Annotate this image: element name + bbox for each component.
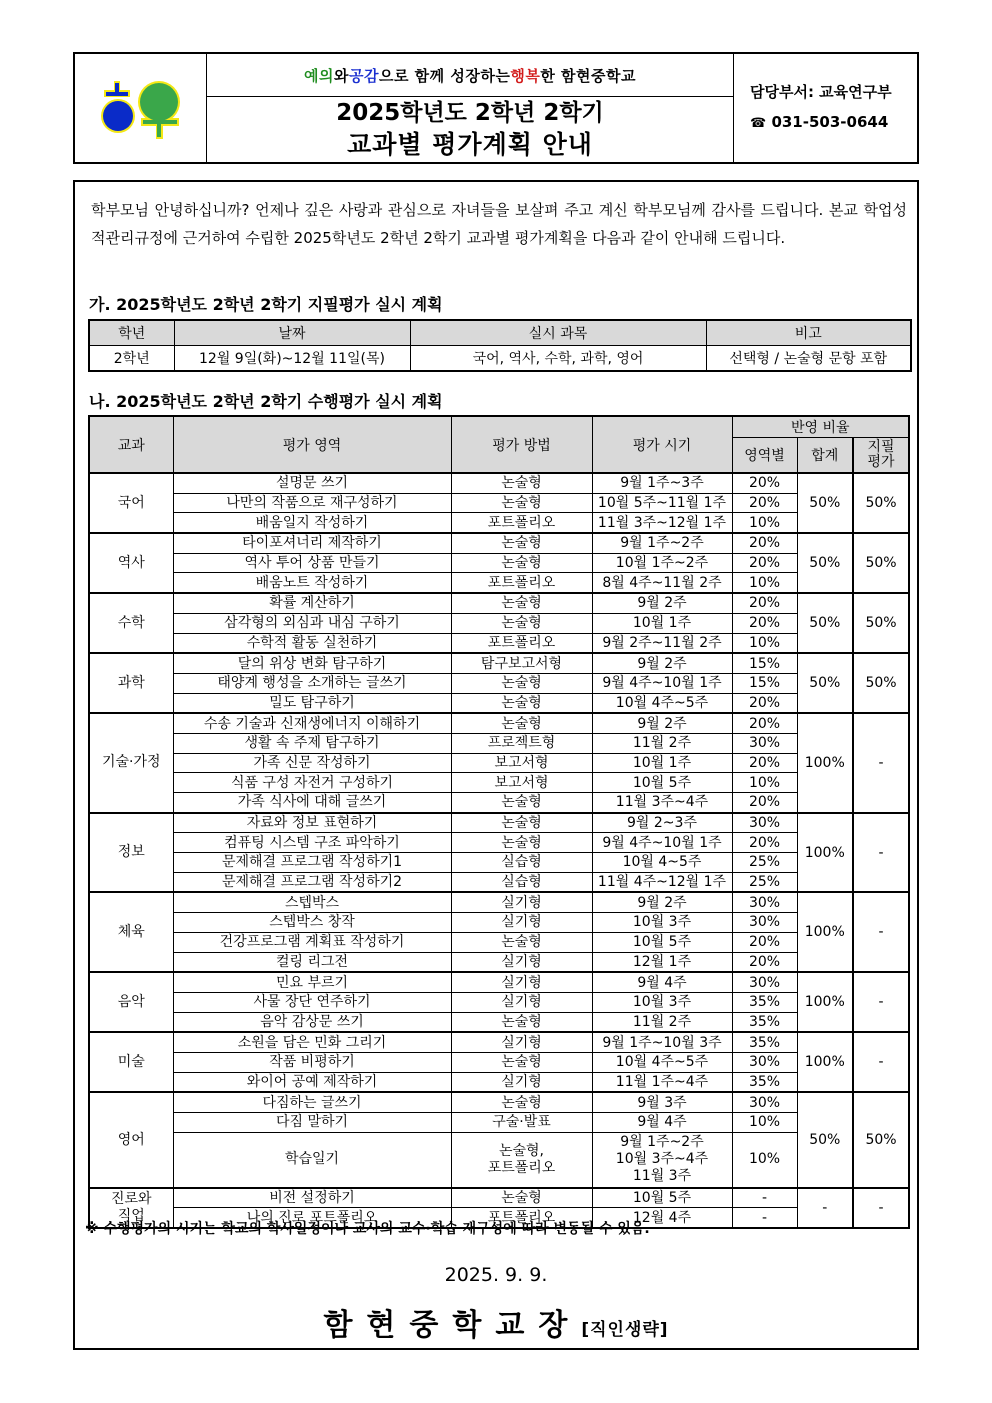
cell-written: 50% <box>853 653 909 713</box>
cell-method: 포트폴리오 <box>451 513 592 533</box>
cell-total: 100% <box>797 1032 853 1092</box>
cell-method: 논술형 <box>451 932 592 952</box>
cell-method: 논술형 <box>451 813 592 833</box>
cell-period: 9월 4주~10월 1주 <box>592 673 732 693</box>
cell-subject: 미술 <box>89 1032 173 1092</box>
cell-period: 11월 3주~4주 <box>592 793 732 813</box>
table-row <box>89 892 909 912</box>
cell-area: 식품 구성 자전거 구성하기 <box>173 773 451 793</box>
cell-by-area: 30% <box>732 1052 797 1072</box>
table-row <box>89 1032 909 1052</box>
cell-period: 9월 4주 <box>592 972 732 992</box>
table-row <box>89 733 909 753</box>
cell-method: 실기형 <box>451 913 592 933</box>
table-row <box>89 753 909 773</box>
cell-period: 11월 2주 <box>592 733 732 753</box>
cell-method: 논술형 <box>451 793 592 813</box>
cell-by-area: 30% <box>732 913 797 933</box>
cell-written: 50% <box>853 533 909 593</box>
cell-period: 10월 3주 <box>592 913 732 933</box>
cell-written: 50% <box>853 473 909 533</box>
table-row <box>89 593 909 613</box>
cell-period: 9월 2주 <box>592 892 732 912</box>
cell-area: 가족 신문 작성하기 <box>173 753 451 773</box>
table-row <box>89 713 909 733</box>
header-grade: 학년 <box>89 320 174 346</box>
cell-area: 음악 감상문 쓰기 <box>173 1012 451 1032</box>
cell-period: 10월 5주 <box>592 1188 732 1208</box>
header-remarks: 비고 <box>706 320 911 346</box>
cell-area: 자료와 정보 표현하기 <box>173 813 451 833</box>
motto-part: 예의 <box>304 66 334 85</box>
cell-by-area: 20% <box>732 553 797 573</box>
cell-total: 100% <box>797 892 853 972</box>
cell-method: 실기형 <box>451 992 592 1012</box>
table-row <box>89 653 909 673</box>
cell-by-area: 10% <box>732 513 797 533</box>
cell-by-area: 20% <box>732 493 797 513</box>
cell-method: 논술형 <box>451 1092 592 1112</box>
header-written-line2: 평가 <box>867 454 895 470</box>
cell-method: 논술형 <box>451 533 592 553</box>
cell-method: 논술형 <box>451 713 592 733</box>
cell-by-area: 35% <box>732 1012 797 1032</box>
footnote: ※ 수행평가의 시기는 학교의 학사일정이나 교사의 교수·학습 재구성에 따라 변동될 수 있음. <box>85 1221 650 1237</box>
cell-period: 10월 5주 <box>592 932 732 952</box>
cell-method: 실기형 <box>451 1072 592 1092</box>
cell-by-area: 30% <box>732 1092 797 1112</box>
table-row <box>89 1092 909 1112</box>
cell-method: 논술형 <box>451 473 592 493</box>
cell-by-area: 20% <box>732 793 797 813</box>
cell-period: 9월 2주~11월 2주 <box>592 633 732 653</box>
cell-area: 타이포셔너리 제작하기 <box>173 533 451 553</box>
cell-by-area: - <box>732 1188 797 1208</box>
cell-area: 나만의 작품으로 재구성하기 <box>173 493 451 513</box>
cell-by-area: 35% <box>732 992 797 1012</box>
table-row <box>89 573 909 593</box>
header-total: 합계 <box>797 438 853 474</box>
cell-method: 논술형, 포트폴리오 <box>451 1132 592 1188</box>
cell-area: 생활 속 주제 탐구하기 <box>173 733 451 753</box>
cell-method: 논술형 <box>451 593 592 613</box>
cell-area: 문제해결 프로그램 작성하기2 <box>173 872 451 892</box>
cell-area: 달의 위상 변화 탐구하기 <box>173 653 451 673</box>
cell-subject: 과학 <box>89 653 173 713</box>
section-a-title: 가. 2025학년도 2학년 2학기 지필평가 실시 계획 <box>89 295 443 314</box>
cell-area: 역사 투어 상품 만들기 <box>173 553 451 573</box>
cell-by-area: 20% <box>732 693 797 713</box>
table-row <box>89 853 909 873</box>
intro-paragraph: 학부모님 안녕하십니까? 언제나 깊은 사랑과 관심으로 자녀들을 보살펴 주고 계신 학부모님께 감사를 드립니다. 본교 학업성적관리규정에 근거하여 수립한 2025학년도 2학년 2학기 교과별 평가계획을 다음과 같이 안내해 드립니다. <box>91 201 907 247</box>
cell-period: 11월 4주~12월 1주 <box>592 872 732 892</box>
cell-area: 문제해결 프로그램 작성하기1 <box>173 853 451 873</box>
cell-area: 건강프로그램 계획표 작성하기 <box>173 932 451 952</box>
cell-period: 10월 5주~11월 1주 <box>592 493 732 513</box>
cell-area: 밀도 탐구하기 <box>173 693 451 713</box>
table-row <box>89 673 909 693</box>
phone-icon: ☎ <box>750 116 767 131</box>
table-row <box>89 553 909 573</box>
cell-area: 사물 장단 연주하기 <box>173 992 451 1012</box>
table-row <box>89 813 909 833</box>
cell-total: 50% <box>797 473 853 533</box>
cell-method: 프로젝트형 <box>451 733 592 753</box>
cell-method: 실습형 <box>451 872 592 892</box>
cell-method: 논술형 <box>451 1012 592 1032</box>
header-area: 평가 영역 <box>173 416 451 473</box>
cell-period: 8월 4주~11월 2주 <box>592 573 732 593</box>
cell-period: 9월 2주 <box>592 713 732 733</box>
document-date: 2025. 9. 9. <box>444 1264 548 1286</box>
cell-by-area: 25% <box>732 872 797 892</box>
cell-period: 10월 4주~5주 <box>592 693 732 713</box>
table-row <box>89 932 909 952</box>
cell-method: 탐구보고서형 <box>451 653 592 673</box>
header-written-line1: 지필 <box>867 439 895 455</box>
cell-area: 태양계 행성을 소개하는 글쓰기 <box>173 673 451 693</box>
table-row <box>89 1072 909 1092</box>
table-row <box>89 833 909 853</box>
cell-period: 10월 5주 <box>592 773 732 793</box>
cell-method: 논술형 <box>451 693 592 713</box>
cell-total: 50% <box>797 593 853 653</box>
cell-method: 논술형 <box>451 1052 592 1072</box>
phone-line <box>750 107 917 139</box>
cell-by-area: 35% <box>732 1072 797 1092</box>
cell-area: 스텝박스 <box>173 892 451 912</box>
section-b-title: 나. 2025학년도 2학년 2학기 수행평가 실시 계획 <box>89 392 443 411</box>
cell-method: 실기형 <box>451 972 592 992</box>
department-label: 담당부서: 교육연구부 <box>750 83 892 101</box>
signer <box>75 1300 917 1344</box>
table-row <box>89 793 909 813</box>
cell-by-area: 20% <box>732 753 797 773</box>
school-motto <box>207 54 733 97</box>
cell-method: 보고서형 <box>451 773 592 793</box>
performance-assessment-table <box>88 415 910 1229</box>
cell-period: 10월 1주 <box>592 613 732 633</box>
cell-period: 9월 4주 <box>592 1113 732 1133</box>
cell-area: 확률 계산하기 <box>173 593 451 613</box>
cell-area: 민요 부르기 <box>173 972 451 992</box>
cell-method: 보고서형 <box>451 753 592 773</box>
cell-period: 10월 1주 <box>592 753 732 773</box>
cell-total: 50% <box>797 1092 853 1187</box>
cell-method: 구술·발표 <box>451 1113 592 1133</box>
cell-total: 50% <box>797 653 853 713</box>
cell-method: 실기형 <box>451 1032 592 1052</box>
cell-period: 9월 4주~10월 1주 <box>592 833 732 853</box>
cell-area: 다짐 말하기 <box>173 1113 451 1133</box>
cell-method: 논술형 <box>451 673 592 693</box>
cell-area: 학습일기 <box>173 1132 451 1188</box>
cell-total: 100% <box>797 713 853 812</box>
cell-by-area: 30% <box>732 733 797 753</box>
table-row <box>89 493 909 513</box>
cell-subject: 역사 <box>89 533 173 593</box>
cell-area: 작품 비평하기 <box>173 1052 451 1072</box>
table-row <box>89 1052 909 1072</box>
table-row <box>89 1012 909 1032</box>
header-ratio: 반영 비율 <box>732 416 909 438</box>
cell-by-area: 30% <box>732 813 797 833</box>
table-row <box>89 1188 909 1208</box>
cell-by-area: 25% <box>732 853 797 873</box>
cell-by-area: 10% <box>732 1132 797 1188</box>
written-exam-table <box>88 319 912 372</box>
cell-period: 10월 4~5주 <box>592 853 732 873</box>
header-period: 평가 시기 <box>592 416 732 473</box>
table-row <box>89 613 909 633</box>
cell-method: 실기형 <box>451 892 592 912</box>
header-date: 날짜 <box>174 320 410 346</box>
cell-method: 실기형 <box>451 952 592 972</box>
phone-number: 031-503-0644 <box>771 113 889 131</box>
cell-written: - <box>853 1032 909 1092</box>
cell-method: 논술형 <box>451 553 592 573</box>
cell-subject: 영어 <box>89 1092 173 1187</box>
cell-by-area: 20% <box>732 593 797 613</box>
table-row <box>89 513 909 533</box>
cell-written: - <box>853 813 909 893</box>
cell-written: - <box>853 892 909 972</box>
cell-period: 12월 1주 <box>592 952 732 972</box>
motto-part: 와 <box>333 66 349 85</box>
cell-method: 논술형 <box>451 833 592 853</box>
table-row <box>89 773 909 793</box>
cell-area: 배움일지 작성하기 <box>173 513 451 533</box>
table-row <box>89 473 909 493</box>
cell-period: 9월 1주~10월 3주 <box>592 1032 732 1052</box>
cell-by-area: - <box>732 1208 797 1228</box>
motto-part: 으로 함께 성장하는 <box>378 66 511 85</box>
cell-area: 스텝박스 창작 <box>173 913 451 933</box>
document-header <box>73 52 919 164</box>
table-row <box>89 1132 909 1188</box>
seal-note: [직인생략] <box>581 1320 669 1340</box>
cell-period: 10월 1주~2주 <box>592 553 732 573</box>
cell-by-area: 10% <box>732 773 797 793</box>
cell-written: - <box>853 713 909 812</box>
cell-by-area: 15% <box>732 653 797 673</box>
cell-period: 11월 3주~12월 1주 <box>592 513 732 533</box>
cell-method: 논술형 <box>451 1188 592 1208</box>
cell-written: - <box>853 1188 909 1228</box>
cell-area: 나의 진로 포트폴리오 <box>173 1208 451 1228</box>
cell-subject: 체육 <box>89 892 173 972</box>
cell-period: 9월 1주~2주 10월 3주~4주 11월 3주 <box>592 1132 732 1188</box>
cell-period: 10월 4주~5주 <box>592 1052 732 1072</box>
cell-by-area: 20% <box>732 533 797 553</box>
cell-area: 와이어 공예 제작하기 <box>173 1072 451 1092</box>
cell-total: 100% <box>797 972 853 1032</box>
motto-part: 행복 <box>510 66 541 85</box>
cell-area: 삼각형의 외심과 내심 구하기 <box>173 613 451 633</box>
cell-period: 11월 2주 <box>592 1012 732 1032</box>
document-title-line2: 교과별 평가계획 안내 <box>347 129 593 159</box>
cell-by-area: 20% <box>732 932 797 952</box>
cell-remarks: 선택형 / 논술형 문항 포함 <box>706 346 911 372</box>
cell-subjects: 국어, 역사, 수학, 과학, 영어 <box>410 346 706 372</box>
cell-written: - <box>853 972 909 1032</box>
cell-by-area: 30% <box>732 892 797 912</box>
cell-written: 50% <box>853 1092 909 1187</box>
cell-written: 50% <box>853 593 909 653</box>
signer-name: 함현중학교장 <box>323 1308 582 1343</box>
cell-method: 논술형 <box>451 613 592 633</box>
cell-by-area: 35% <box>732 1032 797 1052</box>
table-row <box>89 1113 909 1133</box>
table-row <box>89 913 909 933</box>
cell-period: 9월 2주 <box>592 653 732 673</box>
cell-area: 설명문 쓰기 <box>173 473 451 493</box>
cell-area: 컬링 리그전 <box>173 952 451 972</box>
cell-subject: 음악 <box>89 972 173 1032</box>
table-row <box>89 693 909 713</box>
document-body <box>73 180 919 1350</box>
cell-by-area: 20% <box>732 952 797 972</box>
logo-cell <box>75 54 207 162</box>
table-row <box>89 346 911 372</box>
cell-subject: 정보 <box>89 813 173 893</box>
header-subject: 교과 <box>89 416 173 473</box>
cell-method: 포트폴리오 <box>451 573 592 593</box>
table-row <box>89 952 909 972</box>
header-by-area: 영역별 <box>732 438 797 474</box>
table-row <box>89 872 909 892</box>
cell-by-area: 20% <box>732 713 797 733</box>
cell-period: 10월 3주 <box>592 992 732 1012</box>
cell-method: 포트폴리오 <box>451 633 592 653</box>
school-logo-icon <box>101 80 183 140</box>
cell-total: 50% <box>797 533 853 593</box>
cell-area: 컴퓨팅 시스템 구조 파악하기 <box>173 833 451 853</box>
header-method: 평가 방법 <box>451 416 592 473</box>
cell-period: 9월 2~3주 <box>592 813 732 833</box>
cell-date: 12월 9일(화)~12월 11일(목) <box>174 346 410 372</box>
motto-part: 한 함현중학교 <box>540 66 636 85</box>
document-title-line1: 2025학년도 2학년 2학기 <box>336 99 604 126</box>
cell-by-area: 20% <box>732 833 797 853</box>
cell-method: 포트폴리오 <box>451 1208 592 1228</box>
cell-total: 100% <box>797 813 853 893</box>
cell-period: 9월 1주~3주 <box>592 473 732 493</box>
cell-period: 9월 3주 <box>592 1092 732 1112</box>
table-row <box>89 533 909 553</box>
cell-area: 비전 설정하기 <box>173 1188 451 1208</box>
cell-area: 가족 식사에 대해 글쓰기 <box>173 793 451 813</box>
cell-total: - <box>797 1188 853 1228</box>
table-row <box>89 992 909 1012</box>
cell-by-area: 30% <box>732 972 797 992</box>
cell-period: 9월 1주~2주 <box>592 533 732 553</box>
cell-subject: 진로와 직업 <box>89 1188 173 1228</box>
cell-by-area: 20% <box>732 473 797 493</box>
cell-by-area: 10% <box>732 633 797 653</box>
cell-by-area: 15% <box>732 673 797 693</box>
cell-area: 다짐하는 글쓰기 <box>173 1092 451 1112</box>
cell-area: 소원을 담은 민화 그리기 <box>173 1032 451 1052</box>
header-subjects: 실시 과목 <box>410 320 706 346</box>
cell-by-area: 10% <box>732 573 797 593</box>
cell-period: 9월 2주 <box>592 593 732 613</box>
table-row <box>89 972 909 992</box>
cell-period: 12월 4주 <box>592 1208 732 1228</box>
cell-by-area: 20% <box>732 613 797 633</box>
cell-grade: 2학년 <box>89 346 174 372</box>
cell-method: 실습형 <box>451 853 592 873</box>
cell-period: 11월 1주~4주 <box>592 1072 732 1092</box>
cell-subject: 국어 <box>89 473 173 533</box>
cell-method: 논술형 <box>451 493 592 513</box>
cell-by-area: 10% <box>732 1113 797 1133</box>
cell-area: 수학적 활동 실천하기 <box>173 633 451 653</box>
cell-area: 배움노트 작성하기 <box>173 573 451 593</box>
table-row <box>89 633 909 653</box>
cell-subject: 수학 <box>89 593 173 653</box>
cell-area: 수송 기술과 신재생에너지 이해하기 <box>173 713 451 733</box>
header-written <box>853 438 909 474</box>
cell-subject: 기술·가정 <box>89 713 173 812</box>
motto-part: 공감 <box>348 66 379 85</box>
